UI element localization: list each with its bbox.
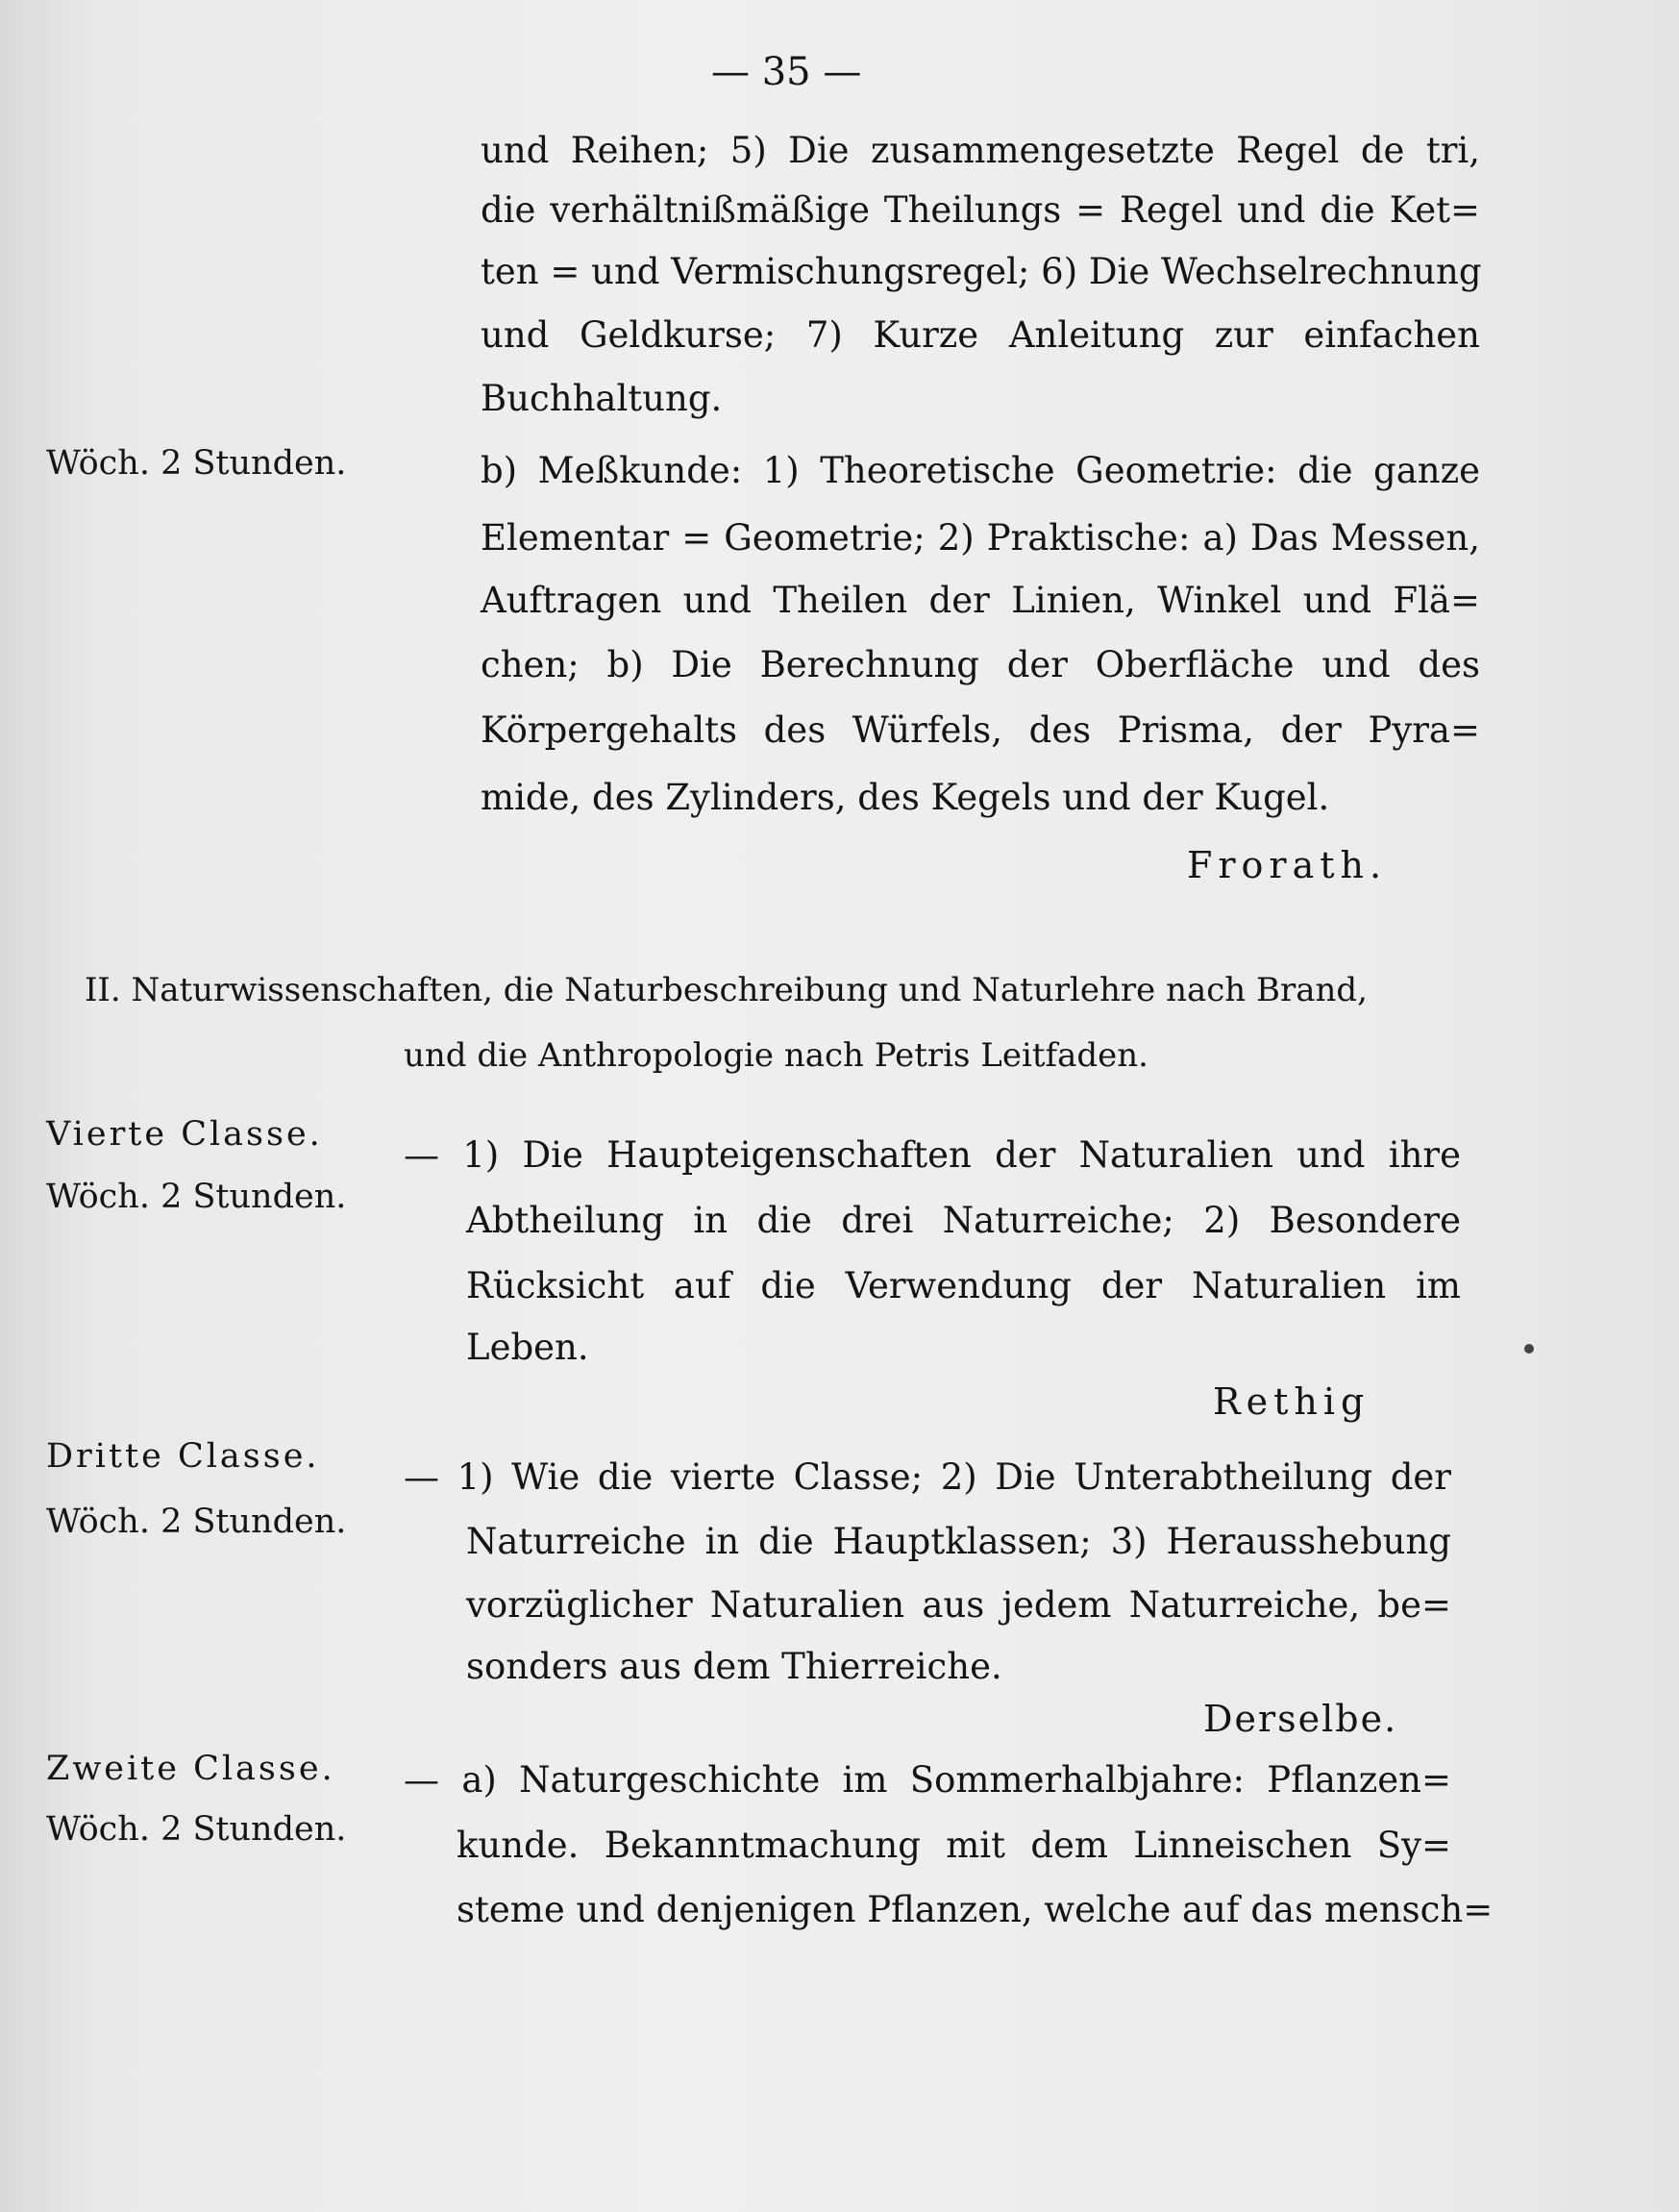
class-label: Zweite Classe. xyxy=(46,1750,335,1788)
text-line: und Geldkurse; 7) Kurze Anleitung zur einfachen xyxy=(481,314,1480,356)
text-line: b) Meßkunde: 1) Theoretische Geometrie: die ganze xyxy=(481,450,1480,491)
text-line: — 1) Wie die vierte Classe; 2) Die Unterabtheilung der xyxy=(404,1456,1451,1498)
text-line: Naturreiche in die Hauptklassen; 3) Herausshebung xyxy=(466,1521,1451,1562)
text-line: und Reihen; 5) Die zusammengesetzte Regel de tri, xyxy=(481,130,1480,171)
text-line: Leben. xyxy=(466,1327,589,1368)
signature: Rethig xyxy=(1213,1380,1370,1423)
text-line: Elementar = Geometrie; 2) Praktische: a) Das Messen, xyxy=(481,517,1480,559)
text-line: chen; b) Die Berechnung der Oberfläche und des xyxy=(481,644,1480,685)
text-line: die verhältnißmäßige Theilungs = Regel und die Ket= xyxy=(481,189,1480,231)
section-heading: und die Anthropologie nach Petris Leitfaden. xyxy=(404,1036,1148,1075)
ink-spot xyxy=(1524,1344,1534,1354)
text-line: Auftragen und Theilen der Linien, Winkel und Flä= xyxy=(481,580,1480,621)
text-line: — a) Naturgeschichte im Sommerhalbjahre: Pflanzen= xyxy=(404,1759,1451,1801)
page-number: — 35 — xyxy=(711,50,862,94)
text-line: steme und denjenigen Pflanzen, welche auf das mensch= xyxy=(457,1889,1494,1930)
signature: Frorath. xyxy=(1187,844,1388,886)
text-line: Abtheilung in die drei Naturreiche; 2) Besondere xyxy=(466,1200,1461,1241)
signature: Derselbe. xyxy=(1203,1698,1398,1740)
text-line: sonders aus dem Thierreiche. xyxy=(466,1646,1002,1687)
class-hours: Wöch. 2 Stunden. xyxy=(46,1503,347,1541)
text-line: vorzüglicher Naturalien aus jedem Naturreiche, be= xyxy=(466,1584,1451,1626)
text-line: ten = und Vermischungsregel; 6) Die Wechselrechnung xyxy=(481,251,1482,292)
class-hours: Wöch. 2 Stunden. xyxy=(46,1178,347,1216)
margin-hours: Wöch. 2 Stunden. xyxy=(46,444,347,483)
section-heading: II. Naturwissenschaften, die Naturbeschreibung und Naturlehre nach Brand, xyxy=(85,971,1368,1009)
text-line: Buchhaltung. xyxy=(481,378,723,419)
class-label: Vierte Classe. xyxy=(46,1115,323,1154)
text-line: — 1) Die Haupteigenschaften der Naturalien und ihre xyxy=(404,1134,1461,1176)
class-label: Dritte Classe. xyxy=(46,1437,320,1476)
text-line: Körpergehalts des Würfels, des Prisma, der Pyra= xyxy=(481,709,1480,751)
text-line: mide, des Zylinders, des Kegels und der Kugel. xyxy=(481,777,1330,818)
text-line: Rücksicht auf die Verwendung der Naturalien im xyxy=(466,1265,1461,1306)
class-hours: Wöch. 2 Stunden. xyxy=(46,1810,347,1849)
text-line: kunde. Bekanntmachung mit dem Linneischen Sy= xyxy=(457,1825,1451,1866)
